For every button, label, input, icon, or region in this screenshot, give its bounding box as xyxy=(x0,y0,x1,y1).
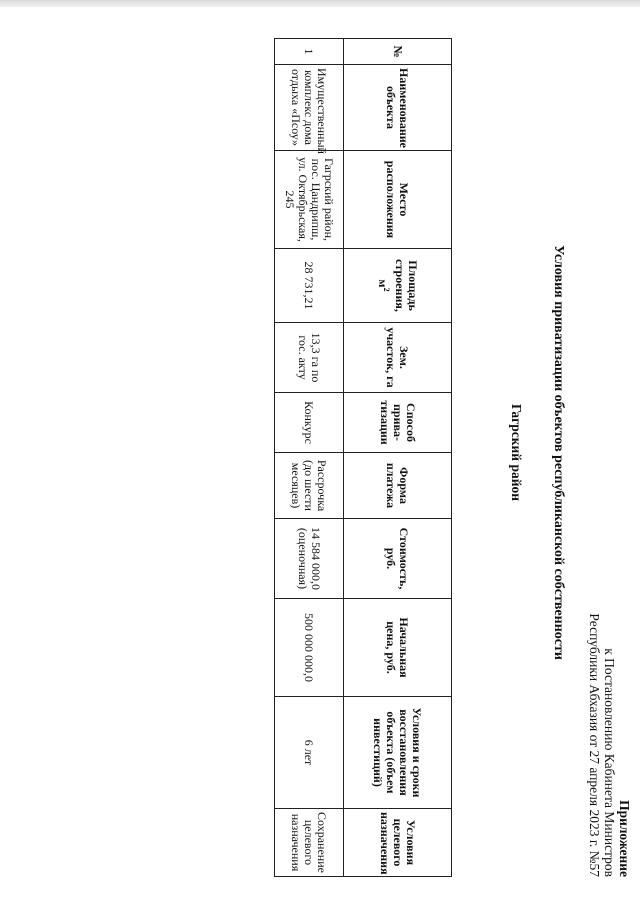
cell-purpose: Сохранение целевого назначения xyxy=(275,809,344,877)
cell-payment: Рассрочка (до шести месяцев) xyxy=(275,453,344,519)
col-header-number: № xyxy=(344,39,452,65)
cell-location: Гагрский район, пос. Цандрипш, ул. Октябрьская, 245 xyxy=(275,151,344,249)
col-header-payment: Форма платежа xyxy=(344,453,452,519)
privatization-table xyxy=(274,38,452,877)
table-header-row xyxy=(344,39,452,877)
appendix-line-1: к Постановлению Кабинета Министров xyxy=(602,648,617,877)
col-header-restoration: Условия и сроки восстановления объекта (объем инвестиций) xyxy=(344,697,452,809)
district-heading: Гагрский район xyxy=(509,403,524,502)
col-header-cost: Стоимость, руб. xyxy=(344,519,452,599)
appendix-line-2: Республики Абхазия от 27 апреля 2023 г. №57 xyxy=(587,613,602,877)
document-title: Условия приватизации объектов республиканской собственности xyxy=(551,245,566,660)
cell-number: 1 xyxy=(275,39,344,65)
cell-restoration: 6 лет xyxy=(275,697,344,809)
cell-name: Имущественный комплекс дома отдыха «Псоу» xyxy=(275,65,344,151)
col-header-area-text: Площадь строения, м xyxy=(376,259,420,312)
col-header-method: Способ прива-тизации xyxy=(344,393,452,453)
col-header-purpose: Условия целевого назначения xyxy=(344,809,452,877)
cell-land: 13,3 га по гос. акту xyxy=(275,323,344,393)
col-header-start-price: Начальная цена, руб. xyxy=(344,599,452,697)
cell-start-price: 500 000 000,0 xyxy=(275,599,344,697)
cell-cost: 14 584 000,0 (оценочная) xyxy=(275,519,344,599)
appendix-reference xyxy=(587,613,632,877)
cell-area: 28 731,21 xyxy=(275,249,344,323)
col-header-land: Зем. участок, га xyxy=(344,323,452,393)
area-unit-superscript: 2 xyxy=(382,287,391,292)
cell-method: Конкурс xyxy=(275,393,344,453)
appendix-heading: Приложение xyxy=(617,800,632,877)
col-header-area xyxy=(344,249,452,323)
col-header-location: Место расположения xyxy=(344,151,452,249)
col-header-name: Наименование объекта xyxy=(344,65,452,151)
table-row xyxy=(275,39,344,877)
